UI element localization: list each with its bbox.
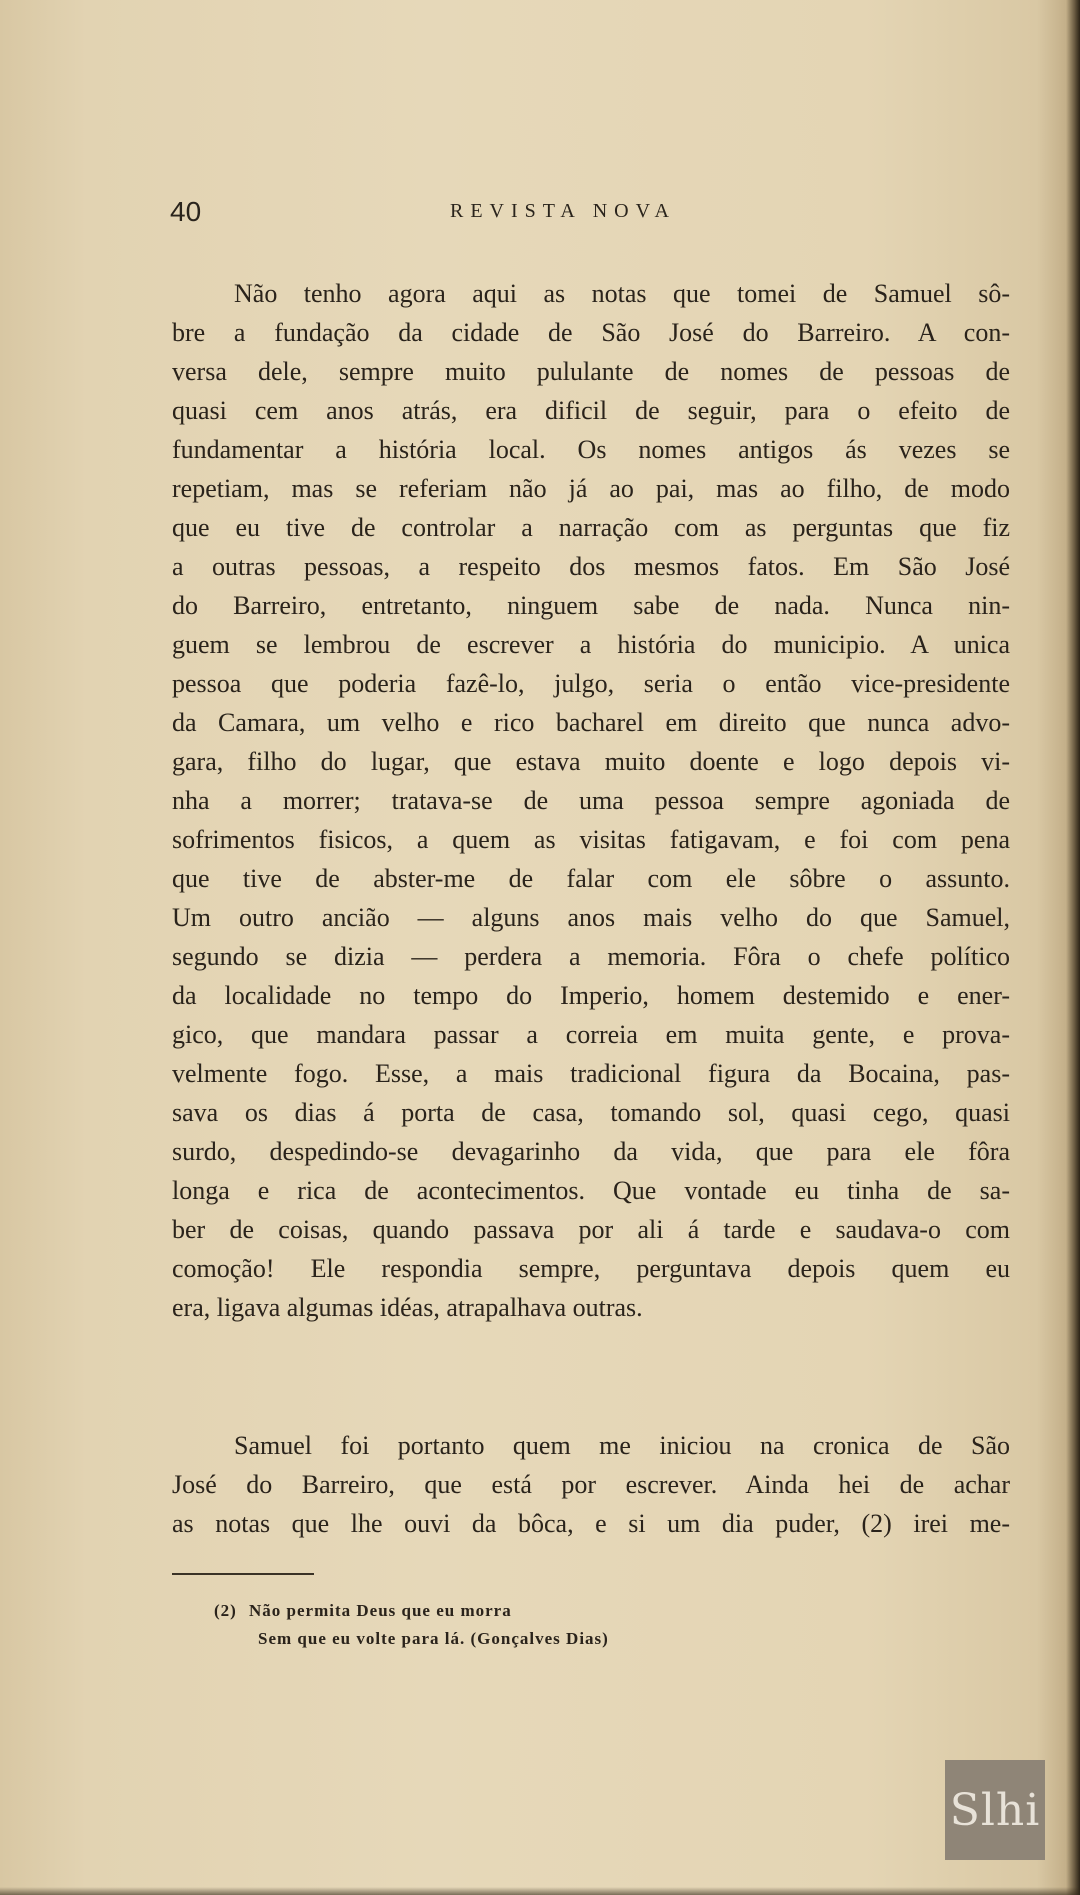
text-line: a outras pessoas, a respeito dos mesmos fatos. Em São José [172, 552, 1010, 581]
page-header [170, 196, 720, 236]
text-line: longa e rica de acontecimentos. Que vontade eu tinha de sa- [172, 1176, 1010, 1205]
text-line: comoção! Ele respondia sempre, perguntava depois quem eu [172, 1254, 1010, 1283]
text-line: sava os dias á porta de casa, tomando sol, quasi cego, quasi [172, 1098, 1010, 1127]
text-line: velmente fogo. Esse, a mais tradicional figura da Bocaina, pas- [172, 1059, 1010, 1088]
text-line: repetiam, mas se referiam não já ao pai, mas ao filho, de modo [172, 474, 1010, 503]
text-line: pessoa que poderia fazê-lo, julgo, seria o então vice-presidente [172, 669, 1010, 698]
page-edge-shadow [1066, 0, 1080, 1895]
page-number: 40 [170, 196, 202, 227]
text-line: fundamentar a história local. Os nomes antigos ás vezes se [172, 435, 1010, 464]
footnote-line: Não permita Deus que eu morra [249, 1601, 512, 1620]
text-line: nha a morrer; tratava-se de uma pessoa sempre agoniada de [172, 786, 1010, 815]
text-line: guem se lembrou de escrever a história do municipio. A unica [172, 630, 1010, 659]
text-line: que eu tive de controlar a narração com as perguntas que fiz [172, 513, 1010, 542]
text-line: do Barreiro, entretanto, ninguem sabe de nada. Nunca nin- [172, 591, 1010, 620]
text-line: surdo, despedindo-se devagarinho da vida, que para ele fôra [172, 1137, 1010, 1166]
text-line: versa dele, sempre muito pululante de nomes de pessoas de [172, 357, 1010, 386]
footnote-line: Sem que eu volte para lá. (Gonçalves Dias) [258, 1629, 609, 1648]
paragraph-2 [172, 1426, 1010, 1543]
text-line: da localidade no tempo do Imperio, homem destemido e ener- [172, 981, 1010, 1010]
text-line: sofrimentos fisicos, a quem as visitas fatigavam, e foi com pena [172, 825, 1010, 854]
text-line: gico, que mandara passar a correia em muita gente, e prova- [172, 1020, 1010, 1049]
text-line: era, ligava algumas idéas, atrapalhava outras. [172, 1293, 643, 1322]
logo-text: Slhi [949, 1784, 1041, 1836]
text-line: quasi cem anos atrás, era dificil de seguir, para o efeito de [172, 396, 1010, 425]
text-line: da Camara, um velho e rico bacharel em direito que nunca advo- [172, 708, 1010, 737]
text-line: Samuel foi portanto quem me iniciou na cronica de São [234, 1431, 1010, 1460]
watermark-logo [945, 1760, 1045, 1860]
footnote-divider [172, 1573, 314, 1575]
text-line: Não tenho agora aqui as notas que tomei de Samuel sô- [234, 279, 1010, 308]
text-line: que tive de abster-me de falar com ele sôbre o assunto. [172, 864, 1010, 893]
paragraph-1 [172, 274, 1010, 1327]
footnote-number: (2) [214, 1601, 237, 1620]
text-line: as notas que lhe ouvi da bôca, e si um dia puder, (2) irei me- [172, 1509, 1010, 1538]
text-line: gara, filho do lugar, que estava muito doente e logo depois vi- [172, 747, 1010, 776]
text-line: José do Barreiro, que está por escrever. Ainda hei de achar [172, 1470, 1010, 1499]
running-title: REVISTA NOVA [450, 200, 676, 222]
text-line: bre a fundação da cidade de São José do Barreiro. A con- [172, 318, 1010, 347]
text-line: Um outro ancião — alguns anos mais velho do que Samuel, [172, 903, 1010, 932]
footnote [214, 1597, 609, 1653]
text-line: segundo se dizia — perdera a memoria. Fôra o chefe político [172, 942, 1010, 971]
text-line: ber de coisas, quando passava por ali á tarde e saudava-o com [172, 1215, 1010, 1244]
page-bottom-shadow [0, 1887, 1080, 1895]
